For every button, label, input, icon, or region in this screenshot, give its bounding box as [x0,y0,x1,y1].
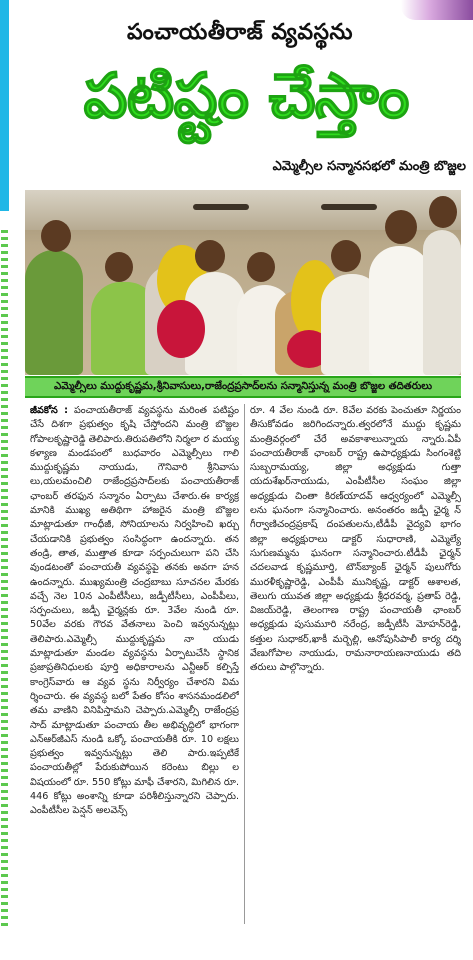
article-body-left: పంచాయతీరాజ్ వ్యవస్థను మరింత పటిష్టం చేసే దిశగా ప్రభుత్వం కృషి చేస్తోందని మంత్రి బొజ్జల గోపాలకృష్ణారెడ్డి తెలిపారు.తిరుపతిలోని నిర్మలా ర మయ్య కళ్యాణ మండపంలో బుధవారం ఎమ్మెల్సీలు గాలి ముద్దుకృష్ణమ నాయుడు, గౌనివారి శ్రీనివాసు లు,యలమంచిలి రాజేంద్రప్రసాద్‌లకు పంచాయతీరాజ్ ఛాంబర్ తరఫున సన్మానం ఏర్పాటు చేశారు.ఈ కార్యక్ర మానికి ముఖ్య అతిథిగా హాజరైన మంత్రి బొజ్జల మాట్లాడుతూ గాంధీజీ, సోనియాలను నిర్వహించి ఖర్చు చేయడానికి ప్రభుత్వం సంసిద్ధంగా ఉందన్నారు. తన తండ్రి, తాత, ముత్తాత కూడా సర్పంచులుగా పని చేసి వుండటంతో పంచాయతీ వ్యవస్థపై తనకు అవగా హన ఉందన్నారు. ముఖ్యమంత్రి చంద్రబాబు సూచనల మేరకు వచ్చే నెల 10న ఎంపీటీసీలు, జడ్పీటీసీలు, ఎంపీపీలు, సర్పంచులు, జడ్పీ ఛైర్మన్లకు రూ. 3వేల నుండి రూ. 50వేల వరకు గౌరవ వేతనాలు పెంచి ఇవ్వనున్నట్లు తెలిపారు.ఎమ్మెల్సీ ముద్దుకృష్ణమ నా యుడు మాట్లాడుతూ మండల వ్యవస్థను ఏర్పాటుచేసి స్థానిక ప్రజాప్రతినిధులకు పూర్తి అధికారాలను ఎన్టీఆర్ కల్పిస్తే కాంగ్రెస్‌వారు ఆ వ్యవ స్థను నిర్వీర్యం చేశారని విమ ర్శించారు. ఈ వ్యవస్థ బలో పేతం కోసం శాసనమండలిలో తమ వాణిని వినిపిస్తామని చెప్పారు.ఎమ్మెల్సీ రాజేంద్రప్ర సాద్ మాట్లాడుతూ పంచాయ తీల అభివృద్ధిలో భాగంగా ఎన్‌ఆర్‌జీఎస్ నుండి ఒక్కో పంచాయతీకి రూ. 10 లక్షలు ప్రభుత్వం ఇవ్వనున్నట్లు తెలి పారు.ఇప్పటికే పంచాయతీల్లో పేరుకుపోయిన కరెంటు బిల్లు ల విషయంలో రూ. 550 కోట్లు మాఫీ చేశారని, మిగిలిన రూ. 446 కోట్లు అంశాన్ని కూడా పరిశీలిస్తున్నారని చెప్పారు. ఎంపీటీసీల పెన్షన్ అలవెన్స్ [30,405,239,817]
photo-caption: ఎమ్మెల్సీలు ముద్దుకృష్ణమ,శ్రీనివాసులు,రాజేంద్రప్రసాద్‌లను సన్మానిస్తున్న మంత్రి బొజ్జల తదితరులు [25,376,461,398]
person-head [41,220,71,252]
person-figure [369,246,431,375]
flower-garland [157,300,205,358]
main-headline: పటిష్టం చేస్తాం [83,59,409,132]
article-body-right: రూ. 4 వేల నుండి రూ. 8వేల వరకు పెంచుతూ నిర్ణయం తీసుకోవడం జరిగిందన్నారు.త్వరలోనే ముద్దు కృష్ణమ మంత్రివర్గంలో చేరే అవకాశాలున్నాయ న్నారు.ఏపీ పంచాయతీరాజ్ ఛాంబర్ రాష్ట్ర ఉపాధ్యక్షుడు సింగంశెట్టి సుబ్బరామయ్య, జిల్లా అధ్యక్షుడు గుత్తా యదుశేఖర్‌నాయుడు, ఎంపీటీసీల సంఘం జిల్లా అధ్యక్షుడు చింతా కిరణ్‌యాదవ్ ఆధ్వర్యంలో ఎమ్మెల్సీ లను ఘనంగా సన్మానించారు. అనంతరం జడ్పీ ఛైర్మ న్ గీర్వాణిచంద్రప్రకాష్ దంపతులను,టీడీపీ వైద్యవి భాగం జిల్లా అధ్యక్షురాలు డాక్టర్ సుధారాణి, ఎమ్మెల్యే సుగుణమ్మను ఘనంగా సన్మానించారు.టీడీపీ ఛైర్మన్ చదలవాడ కృష్ణమూర్తి, టౌన్‌బ్యాంక్ ఛైర్మన్ పులుగోరు మురళీకృష్ణారెడ్డి, ఎంపీపీ మునికృష్ణ, డాక్టర్ ఆశాలత, తెలుగు యువత జిల్లా అధ్యక్షుడు శ్రీధరవర్మ, ప్రతాప్ రెడ్డి, విజయ్‌రెడ్డి, తెలంగాణ రాష్ట్ర పంచాయతీ ఛాంబర్ అధ్యక్షుడు పుసుమూరి నరేంద్ర, జడ్పీటీసీ మోహన్‌రెడ్డి, కత్తుల సుధాకర్,ఖాకీ మర్బెల్లి, ఆనోపుసిపాలీ కార్య దర్శి వేణుగోపాల నాయుడు, రామనారాయణనాయుడు తది తరులు పాల్గొన్నారు. [250,405,461,674]
left-dotted-border [1,230,8,930]
person-figure [25,250,83,375]
column-divider [244,404,245,924]
person-head [195,240,225,272]
person-head [429,196,457,228]
headline-kicker: పంచాయతీరాజ్ వ్యవస్థను [126,20,354,45]
person-head [331,240,361,272]
person-figure [423,230,461,375]
news-photo [25,190,461,375]
sub-headline: ఎమ్మెల్సీల సన్మానసభలో మంత్రి బొజ్జల [272,159,466,174]
article-column-right [250,404,461,784]
ceiling-fan [321,204,377,210]
person-head [105,252,133,282]
person-head [247,252,275,282]
article-column-left [30,404,239,924]
person-head [385,210,417,244]
corner-decoration [401,0,473,20]
article-dateline: జీవకోన : [30,405,68,416]
ceiling-fan [193,204,249,210]
